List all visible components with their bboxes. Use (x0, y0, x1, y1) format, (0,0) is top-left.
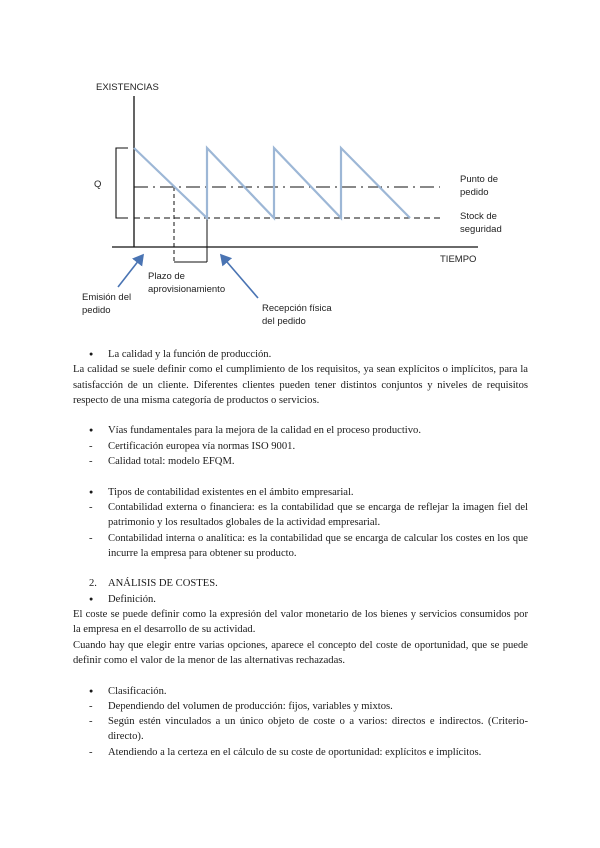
q-bracket (116, 148, 128, 218)
document-body (73, 347, 528, 760)
y-axis-label: EXISTENCIAS (96, 82, 159, 93)
list-item: - Según estén vinculados a un único objeto de coste o a varios: directos e indirectos. (Criterio-directo). (73, 714, 528, 745)
bullet-improvement-ways: ● Vías fundamentales para la mejora de la calidad en el proceso productivo. (73, 423, 528, 438)
bullet-classification: ● Clasificación. (73, 684, 528, 699)
list-item: - Atendiendo a la certeza en el cálculo de su coste de oportunidad: explícitos e implícitos. (73, 745, 528, 760)
list-item: - Contabilidad externa o financiera: es la contabilidad que se encarga de reflejar la imagen fiel del patrimonio y los resultados globales de la actividad empresarial. (73, 500, 528, 531)
lead-time-label: Plazo de aprovisionamiento (148, 271, 226, 295)
bullet-quality: ● La calidad y la función de producción. (73, 347, 528, 362)
list-item: - Calidad total: modelo EFQM. (73, 454, 528, 469)
q-label: Q (94, 179, 102, 190)
stock-sawtooth-line (134, 148, 410, 218)
paragraph-cost-definition: El coste se puede definir como la expresión del valor monetario de los bienes y servicios consumidos por la empresa en el desarrollo de su actividad. (73, 609, 528, 636)
inventory-sawtooth-diagram (0, 0, 600, 340)
list-item: - Dependiendo del volumen de producción: fijos, variables y mixtos. (73, 699, 528, 714)
bullet-accounting-types: ● Tipos de contabilidad existentes en el ámbito empresarial. (73, 485, 528, 500)
order-emission-arrow (118, 255, 143, 287)
physical-reception-label: Recepción física del pedido (262, 303, 332, 327)
paragraph-quality: La calidad se suele definir como el cumplimiento de los requisitos, ya sean explícitos o implícitos, para la satisfacción de un cliente. Diferentes clientes pueden tener distintos conjuntos y niveles de requisitos respecto de una misma categoría de productos o servicios. (73, 364, 528, 406)
x-axis-label: TIEMPO (440, 254, 477, 265)
reorder-point-label: Punto de pedido (460, 174, 499, 198)
order-emission-label: Emisión del pedido (82, 292, 132, 316)
reception-arrow (221, 255, 258, 298)
list-item: - Contabilidad interna o analítica: es la contabilidad que se encarga de calcular los costes en los que incurre la empresa para obtener su producto. (73, 531, 528, 562)
section-title: ANÁLISIS DE COSTES. (108, 578, 218, 590)
paragraph-opportunity-cost: Cuando hay que elegir entre varias opciones, aparece el concepto del coste de oportunidad, que se puede definir como el valor de la menor de las alternativas rechazadas. (73, 639, 528, 666)
section-number: 2. (89, 578, 97, 590)
section-heading (73, 576, 528, 591)
bullet-definition: ● Definición. (73, 592, 528, 607)
safety-stock-label: Stock de seguridad (460, 211, 502, 235)
list-item: - Certificación europea vía normas ISO 9001. (73, 439, 528, 454)
